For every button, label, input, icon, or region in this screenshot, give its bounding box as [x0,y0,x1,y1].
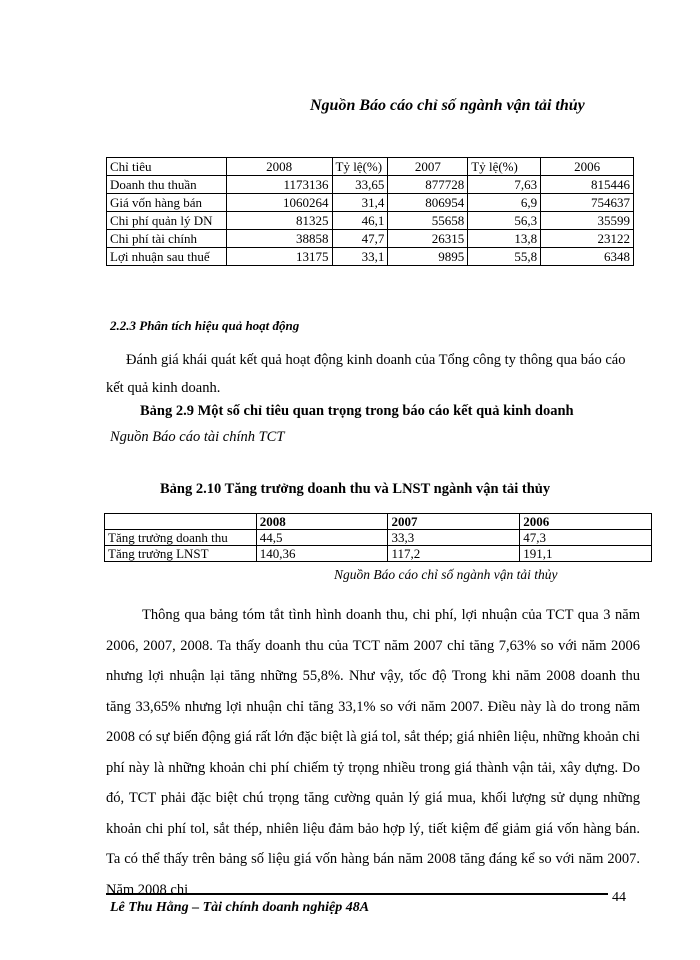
intro-text: Đánh giá khái quát kết quả hoạt động kinh doanh của Tổng công ty thông qua báo cáo kết quả kinh doanh. [106,352,626,396]
table-2-10-title: Bảng 2.10 Tăng trưởng doanh thu và LNST ngành vận tải thủy [160,481,551,497]
header-cell: 2007 [388,514,520,530]
value-cell: 815446 [541,176,634,194]
row-label: Tăng trưởng doanh thu [105,530,257,546]
table-row [107,194,634,212]
header-cell: 2008 [226,158,332,176]
row-label: Doanh thu thuần [107,176,227,194]
header-cell [105,514,257,530]
growth-table [104,513,652,562]
value-cell: 13175 [226,248,332,266]
value-cell: 6,9 [468,194,541,212]
value-cell: 877728 [388,176,468,194]
section-heading: 2.2.3 Phân tích hiệu quả hoạt động [110,318,300,333]
table-header-row [107,158,634,176]
header-cell: 2008 [256,514,388,530]
value-cell: 55658 [388,212,468,230]
value-cell: 1173136 [226,176,332,194]
header-cell: Tỷ lệ(%) [468,158,541,176]
header-cell: 2006 [520,514,652,530]
row-label: Giá vốn hàng bán [107,194,227,212]
value-cell: 38858 [226,230,332,248]
value-cell: 9895 [388,248,468,266]
source-note-top: Nguồn Báo cáo chỉ số ngành vận tải thủy [310,97,585,114]
footer-author: Lê Thu Hằng – Tài chính doanh nghiệp 48A [110,900,370,915]
table-row [107,230,634,248]
table-2-9-title: Bảng 2.9 Một số chỉ tiêu quan trọng trong báo cáo kết quả kinh doanh [140,403,574,419]
value-cell: 33,3 [388,530,520,546]
table-row [105,546,652,562]
intro-paragraph [106,346,636,402]
body-paragraph-text: Thông qua bảng tóm tắt tình hình doanh thu, chi phí, lợi nhuận của TCT qua 3 năm 2006, 2007, 2008. Ta thấy doanh thu của TCT năm 2007 chỉ tăng 7,63% so với năm 2006 nhưng lợi nhuận lại tăng những 55,8%. Như vậy, tốc độ Trong khi năm 2008 doanh thu tăng 33,65% nhưng lợi nhuận chỉ tăng 33,1% so với năm 2007. Điều này là do trong năm 2008 có sự biến động giá rất lớn đặc biệt là giá tol, sắt thép; giá nhiên liệu, những khoản chi phí này là những khoản chi phí chiếm tỷ trọng nhiều trong giá thành vận tải, xây dựng. Do đó, TCT phải đặc biệt chú trọng tăng cường quản lý giá mua, khối lượng sử dụng những khoản chi phí tol, sắt thép, nhiên liệu đảm bảo hợp lý, tiết kiệm để giảm giá vốn hàng bán. Ta có thể thấy trên bảng số liệu giá vốn hàng bán năm 2008 tăng đáng kể so với năm 2007. Năm 2008 chi [106,607,640,898]
table-2-9-source: Nguồn Báo cáo tài chính TCT [110,429,285,445]
table-2-10-source: Nguồn Báo cáo chỉ số ngành vận tải thủy [334,567,558,582]
value-cell: 56,3 [468,212,541,230]
row-label: Tăng trưởng LNST [105,546,257,562]
row-label: Chi phí tài chính [107,230,227,248]
table-row [105,530,652,546]
value-cell: 55,8 [468,248,541,266]
financial-indicators-table [106,157,634,266]
value-cell: 7,63 [468,176,541,194]
value-cell: 117,2 [388,546,520,562]
value-cell: 47,7 [332,230,388,248]
value-cell: 31,4 [332,194,388,212]
body-paragraph [106,600,640,905]
value-cell: 140,36 [256,546,388,562]
value-cell: 44,5 [256,530,388,546]
header-cell: 2006 [541,158,634,176]
table-row [107,248,634,266]
value-cell: 46,1 [332,212,388,230]
row-label: Lợi nhuận sau thuế [107,248,227,266]
value-cell: 23122 [541,230,634,248]
page-number: 44 [612,890,626,905]
value-cell: 33,65 [332,176,388,194]
row-label: Chi phí quản lý DN [107,212,227,230]
value-cell: 26315 [388,230,468,248]
value-cell: 13,8 [468,230,541,248]
header-cell: 2007 [388,158,468,176]
value-cell: 1060264 [226,194,332,212]
value-cell: 33,1 [332,248,388,266]
value-cell: 47,3 [520,530,652,546]
table-header-row [105,514,652,530]
value-cell: 81325 [226,212,332,230]
table-row [107,176,634,194]
value-cell: 754637 [541,194,634,212]
table-row [107,212,634,230]
value-cell: 806954 [388,194,468,212]
value-cell: 191,1 [520,546,652,562]
value-cell: 6348 [541,248,634,266]
header-cell: Chỉ tiêu [107,158,227,176]
footer-divider [106,893,608,895]
header-cell: Tỷ lệ(%) [332,158,388,176]
value-cell: 35599 [541,212,634,230]
